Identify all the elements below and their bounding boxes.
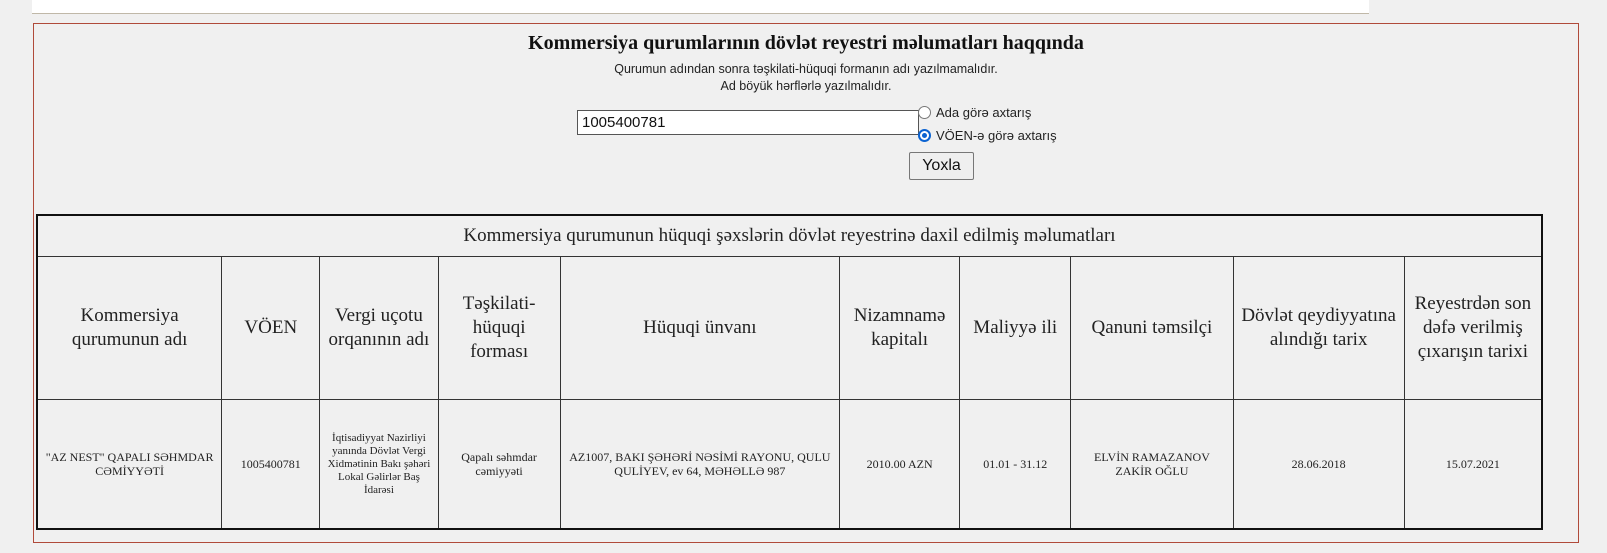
header-legal-form: Təşkilati-hüquqi forması [438,257,560,400]
search-input[interactable] [577,110,919,135]
cell-extract-date: 15.07.2021 [1404,400,1542,530]
registry-search-panel [33,23,1579,543]
cell-voen: 1005400781 [222,400,320,530]
cell-charter-capital: 2010.00 AZN [840,400,960,530]
radio-voen[interactable] [918,129,931,142]
table-caption: Kommersiya qurumunun hüquqi şəxslərin dövlət reyestrinə daxil edilmiş məlumatları [37,215,1542,257]
header-voen: VÖEN [222,257,320,400]
header-fiscal-year: Maliyyə ili [960,257,1071,400]
radio-voen-label: VÖEN-ə görə axtarış [936,128,1057,143]
cell-company-name: "AZ NEST" QAPALI SƏHMDAR CƏMİYYƏTİ [37,400,222,530]
cell-legal-form: Qapalı səhmdar cəmiyyəti [438,400,560,530]
cell-legal-address: AZ1007, BAKI ŞƏHƏRİ NƏSİMİ RAYONU, QULU QULİYEV, ev 64, MƏHƏLLƏ 987 [560,400,839,530]
header-charter-capital: Nizamnamə kapitalı [840,257,960,400]
cell-tax-authority: İqtisadiyyat Nazirliyi yanında Dövlət Vergi Xidmətinin Bakı şəhəri Lokal Gəlirlər Baş İdarəsi [320,400,438,530]
radio-name[interactable] [918,106,931,119]
table-row [37,400,1542,530]
cell-legal-representative: ELVİN RAMAZANOV ZAKİR OĞLU [1071,400,1233,530]
check-button[interactable]: Yoxla [909,152,974,180]
instruction-note-2: Ad böyük hərflərlə yazılmalıdır. [720,79,892,93]
header-registration-date: Dövlət qeydiyyatına alındığı tarix [1233,257,1404,400]
cell-fiscal-year: 01.01 - 31.12 [960,400,1071,530]
header-company-name: Kommersiya qurumunun adı [37,257,222,400]
cell-registration-date: 28.06.2018 [1233,400,1404,530]
radio-name-label: Ada görə axtarış [936,105,1032,120]
header-legal-address: Hüquqi ünvanı [560,257,839,400]
search-by-name-option[interactable] [918,105,1031,120]
header-legal-representative: Qanuni təmsilçi [1071,257,1233,400]
header-tax-authority: Vergi uçotu orqanının adı [320,257,438,400]
instruction-note-1: Qurumun adından sonra təşkilati-hüquqi formanın adı yazılmamalıdır. [614,62,998,76]
search-by-voen-option[interactable] [918,128,1057,143]
top-strip [32,0,1369,14]
table-header-row [37,257,1542,400]
results-table [36,214,1543,530]
page-title: Kommersiya qurumlarının dövlət reyestri məlumatları haqqında [528,32,1084,54]
header-extract-date: Reyestrdən son dəfə verilmiş çıxarışın tarixi [1404,257,1542,400]
